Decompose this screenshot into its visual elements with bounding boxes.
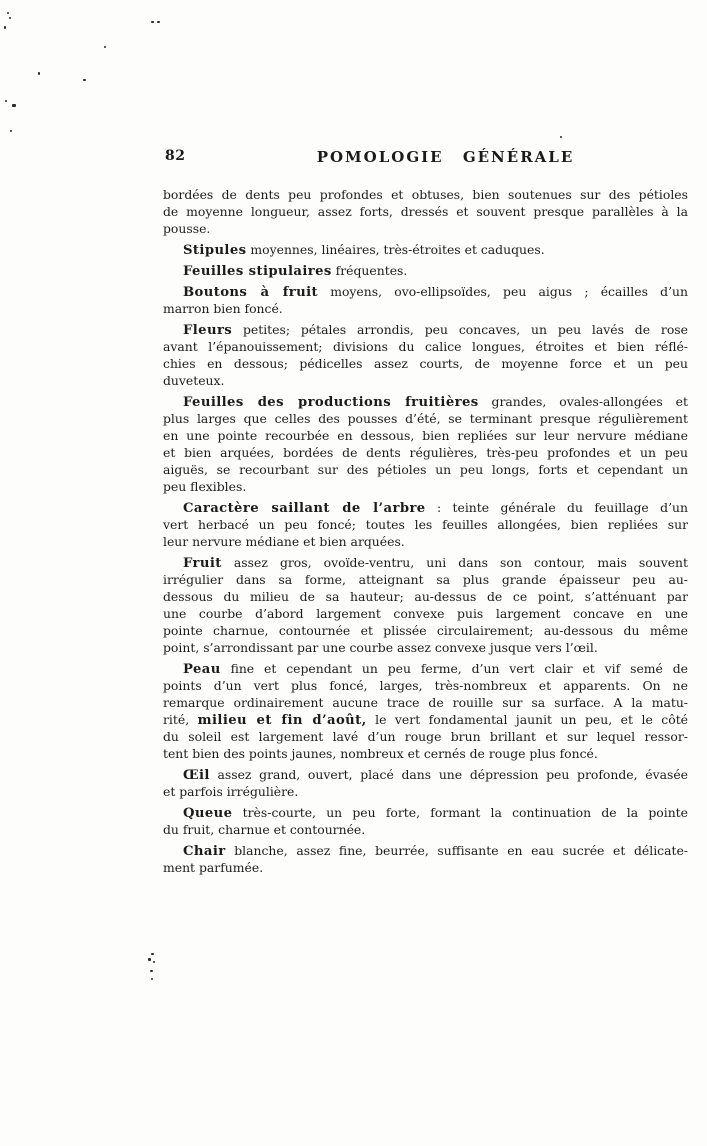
bold-headword: Stipules xyxy=(183,243,247,258)
text-segment: point, s’arrondissant par une courbe assez convexe jusque vers l’œil. xyxy=(163,640,598,655)
text-line xyxy=(163,321,688,338)
text-segment: : teinte générale du feuillage d’un xyxy=(425,500,688,515)
text-segment: et bien arquées, bordées de dents régulières, très-peu profondes et un peu xyxy=(163,445,688,460)
text-segment: fréquentes. xyxy=(331,263,408,278)
text-line xyxy=(163,410,688,427)
text-line xyxy=(163,499,688,516)
text-segment: points d’un vert plus foncé, larges, très-nombreux et apparents. On ne xyxy=(163,678,688,693)
text-segment: bordées de dents peu profondes et obtuses, bien soutenues sur des pétioles xyxy=(163,187,688,202)
text-line xyxy=(163,766,688,783)
ink-speck xyxy=(151,21,154,23)
text-segment: fine et cependant un peu ferme, d’un vert clair et vif semé de xyxy=(220,661,688,676)
text-line xyxy=(163,338,688,355)
text-line xyxy=(163,203,688,220)
text-segment: pousse. xyxy=(163,221,211,236)
paragraph xyxy=(163,186,688,237)
paragraph xyxy=(163,321,688,389)
text-segment: chies en dessous; pédicelles assez courts, de moyenne force et un peu xyxy=(163,356,688,371)
text-segment: tent bien des points jaunes, nombreux et cernés de rouge plus foncé. xyxy=(163,746,598,761)
text-segment: aiguës, se recourbant sur des pétioles un peu longs, forts et cependant un xyxy=(163,462,688,477)
bold-headword: Fleurs xyxy=(183,323,233,338)
text-segment: irrégulier dans sa forme, atteignant sa plus grande épaisseur peu au- xyxy=(163,572,688,587)
paragraph xyxy=(163,804,688,838)
text-line xyxy=(163,745,688,762)
text-segment: grandes, ovales-allongées et xyxy=(478,394,688,409)
text-block xyxy=(163,186,688,876)
text-segment: pointe charnue, contournée et plissée circulairement; au-dessous du même xyxy=(163,623,688,638)
text-segment: blanche, assez fine, beurrée, suffisante en eau sucrée et délicate- xyxy=(225,843,688,858)
text-line xyxy=(163,554,688,571)
text-line xyxy=(163,300,688,317)
bold-headword: Caractère saillant de l’arbre xyxy=(183,501,426,516)
bold-headword: Fruit xyxy=(183,556,222,571)
ink-speck xyxy=(38,72,40,75)
text-line xyxy=(163,842,688,859)
text-line xyxy=(163,859,688,876)
text-line xyxy=(163,516,688,533)
text-line xyxy=(163,444,688,461)
paragraph xyxy=(163,393,688,495)
text-line xyxy=(163,622,688,639)
ink-speck xyxy=(157,21,160,23)
text-line xyxy=(163,783,688,800)
ink-speck xyxy=(151,978,153,980)
ink-speck xyxy=(5,100,7,102)
bold-headword: milieu et fin d’août, xyxy=(197,713,367,728)
text-segment: marron bien foncé. xyxy=(163,301,283,316)
bold-headword: Feuilles stipulaires xyxy=(183,264,332,279)
text-line xyxy=(163,355,688,372)
ink-speck xyxy=(104,46,106,48)
text-line xyxy=(163,393,688,410)
text-line xyxy=(163,677,688,694)
text-line xyxy=(163,711,688,728)
text-segment: petites; pétales arrondis, peu concaves, un peu lavés de rose xyxy=(232,322,688,337)
text-segment: une courbe d’abord largement convexe puis largement concave en une xyxy=(163,606,688,621)
paragraph xyxy=(163,499,688,550)
text-line xyxy=(163,804,688,821)
text-segment: moyennes, linéaires, très-étroites et caduques. xyxy=(246,242,545,257)
text-segment: avant l’épanouissement; divisions du calice longues, étroites et bien réflé- xyxy=(163,339,688,354)
ink-speck xyxy=(148,958,151,961)
text-line xyxy=(163,241,688,258)
paragraph xyxy=(163,554,688,656)
text-segment: assez grand, ouvert, placé dans une dépression peu profonde, évasée xyxy=(209,767,688,782)
page-header xyxy=(163,148,688,168)
text-line xyxy=(163,728,688,745)
ink-speck xyxy=(83,79,86,81)
text-line xyxy=(163,571,688,588)
text-segment: du soleil est largement lavé d’un rouge brun brillant et sur lequel ressor- xyxy=(163,729,688,744)
page-number: 82 xyxy=(165,148,186,164)
text-line xyxy=(163,588,688,605)
text-segment: du fruit, charnue et contournée. xyxy=(163,822,366,837)
ink-speck xyxy=(10,130,12,132)
paragraph xyxy=(163,660,688,762)
text-line xyxy=(163,427,688,444)
text-line xyxy=(163,660,688,677)
text-line xyxy=(163,262,688,279)
bold-headword: Œil xyxy=(183,768,210,783)
text-line xyxy=(163,533,688,550)
text-segment: vert herbacé un peu foncé; toutes les feuilles allongées, bien repliées sur xyxy=(163,517,688,532)
text-segment: peu flexibles. xyxy=(163,479,247,494)
text-line xyxy=(163,186,688,203)
bold-headword: Chair xyxy=(183,844,226,859)
text-segment: leur nervure médiane et bien arquées. xyxy=(163,534,405,549)
text-line xyxy=(163,372,688,389)
text-line xyxy=(163,821,688,838)
text-segment: dessous du milieu de sa hauteur; au-dessus de ce point, s’atténuant par xyxy=(163,589,688,604)
paragraph xyxy=(163,262,688,279)
text-segment: en une pointe recourbée en dessous, bien repliées sur leur nervure médiane xyxy=(163,428,688,443)
text-segment: assez gros, ovoïde-ventru, uni dans son contour, mais souvent xyxy=(221,555,688,570)
text-line xyxy=(163,283,688,300)
text-segment: très-courte, un peu forte, formant la continuation de la pointe xyxy=(232,805,688,820)
ink-speck xyxy=(4,26,6,29)
text-segment: rité, xyxy=(163,712,198,727)
text-line xyxy=(163,478,688,495)
text-line xyxy=(163,694,688,711)
text-segment: et parfois irrégulière. xyxy=(163,784,299,799)
running-title: POMOLOGIE GÉNÉRALE xyxy=(316,148,575,166)
ink-speck xyxy=(153,961,155,963)
paragraph xyxy=(163,283,688,317)
ink-speck xyxy=(9,17,11,19)
bold-headword: Queue xyxy=(183,806,233,821)
text-segment: de moyenne longueur, assez forts, dressés et souvent presque parallèles à la xyxy=(163,204,688,219)
paragraph xyxy=(163,241,688,258)
ink-speck xyxy=(12,104,16,107)
ink-speck xyxy=(150,970,153,972)
paragraph xyxy=(163,842,688,876)
text-segment: moyens, ovo-ellipsoïdes, peu aigus ; écailles d’un xyxy=(318,284,688,299)
text-segment: le vert fondamental jaunit un peu, et le côté xyxy=(366,712,688,727)
text-line xyxy=(163,461,688,478)
ink-speck xyxy=(7,12,9,14)
bold-headword: Peau xyxy=(183,662,221,677)
text-line xyxy=(163,605,688,622)
ink-speck xyxy=(151,953,154,955)
text-segment: ment parfumée. xyxy=(163,860,264,875)
ink-speck xyxy=(560,136,562,138)
text-line xyxy=(163,639,688,656)
paragraph xyxy=(163,766,688,800)
bold-headword: Feuilles des productions fruitières xyxy=(183,395,479,410)
text-segment: duveteux. xyxy=(163,373,225,388)
bold-headword: Boutons à fruit xyxy=(183,285,319,300)
text-segment: remarque ordinairement aucune trace de rouille sur sa surface. A la matu- xyxy=(163,695,688,710)
text-segment: plus larges que celles des pousses d’été, se terminant presque régulièrement xyxy=(163,411,688,426)
text-line xyxy=(163,220,688,237)
